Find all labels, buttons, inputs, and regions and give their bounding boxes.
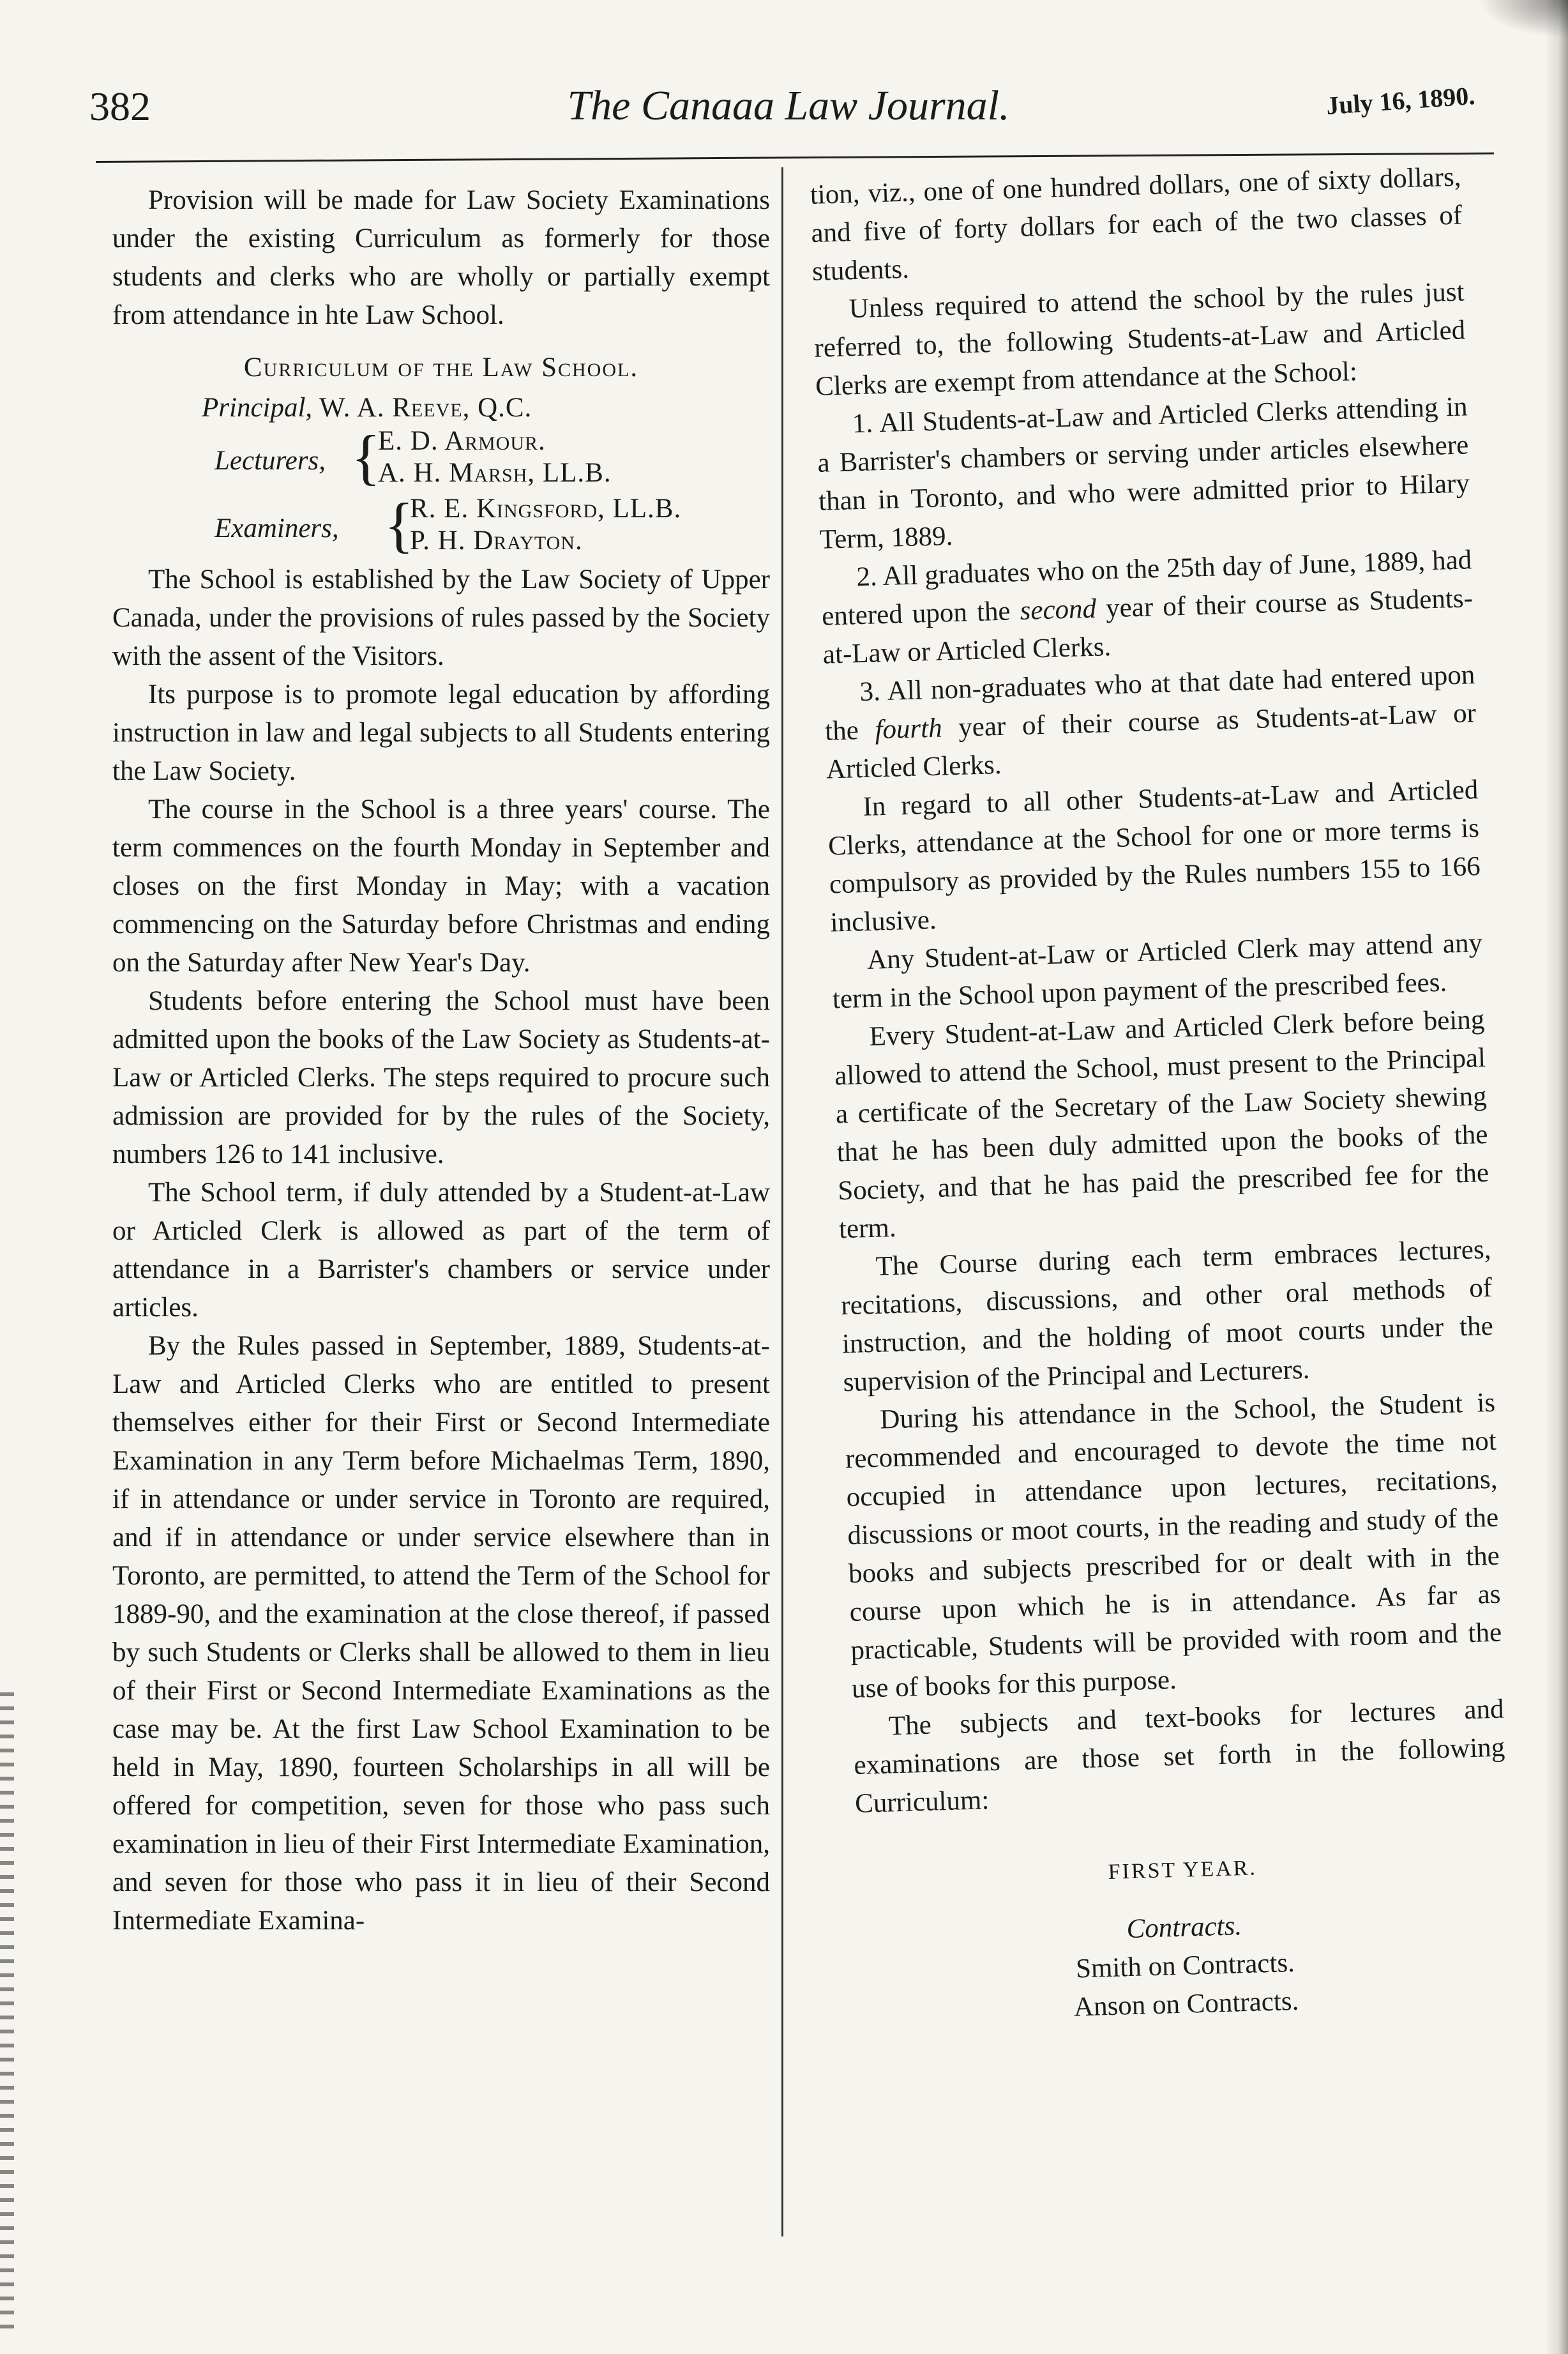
left-column [112,181,770,1940]
lecturers-role: Lecturers, [215,446,326,476]
paragraph: 1. All Students-at-Law and Articled Clerks attending in a Barrister's chambers or serving under articles elsewhere than in Toronto, and who were admitted prior to Hilary Term, 1889. [817,391,1470,555]
paragraph: In regard to all other Students-at-Law and Articled Clerks, attendance at the School for one or more terms is compulsory as provided by the Rules numbers 155 to 166 inclusive. [827,775,1481,938]
emphasis: second [1020,593,1097,626]
examiner-name: R. E. Kingsford, LL.B. [410,494,682,524]
first-year-heading: FIRST YEAR. [1108,1856,1258,1884]
emphasis: fourth [874,713,943,745]
principal-role: Principal, [202,393,313,423]
paragraph: The course in the School is a three years' course. The term commences on the fourth Monday in September and closes on the first Monday in May; with a vacation commencing on the Saturday before Christmas and ending on the Saturday after New Year's Day. [112,794,770,978]
paragraph: The School term, if duly attended by a Student-at-Law or Articled Clerk is allowed as part of the term of attendance in a Barrister's chambers or service under articles. [112,1178,770,1323]
journal-title: The Canaaa Law Journal. [567,82,1010,129]
paragraph: 2. All graduates who on the 25th day of June, 1889, had entered upon the second year of their course as Students-at-Law or Articled Clerks. [821,545,1474,670]
brace-icon: { [351,423,381,491]
examiners-block [215,490,770,561]
principal-name: W. A. Reeve, Q.C. [319,393,532,423]
paragraph: The subjects and text-books for lectures and examinations are those set forth in the following Curriculum: [853,1694,1505,1819]
lecturer-name: E. D. Armour. [378,426,546,456]
brace-icon: { [384,490,414,559]
examiners-role: Examiners, [215,513,339,543]
issue-date: July 16, 1890. [1325,80,1476,121]
paragraph: Students before entering the School must have been admitted upon the books of the Law Society as Students-at-Law or Articled Clerks. The steps required to procure such admission are provided for by the rules of the Society, numbers 126 to 141 inclusive. [112,986,770,1169]
paragraph: tion, viz., one of one hundred dollars, one of sixty dollars, and five of forty dollars for each of the two classes of students. [810,162,1463,287]
running-header [89,77,1488,147]
scan-edge-shadow [1545,0,1568,2354]
right-column [810,158,1512,2033]
paragraph: 3. All non-graduates who at that date had entered upon the fourth year of their course as Students-at-Law or Articled Clerks. [824,660,1477,785]
scan-corner-smudge [1479,0,1568,38]
textbook-item: Anson on Contracts. [1073,1986,1299,2023]
lecturer-name: A. H. Marsh, LL.B. [378,458,612,488]
paragraph: During his attendance in the School, the Student is recommended and encouraged to devote the time not occupied in attendance upon lectures, recitations, discussions or moot courts, in the reading and study of the books and subjects prescribed for or dealt with in the course upon which he is in attendance. As far as practicable, Students will be provided with room and the use of books for this purpose. [845,1387,1502,1705]
paragraph: The Course during each term embraces lectures, recitations, discussions, and other oral methods of instruction, and the holding of moot courts under the supervision of the Principal and Lecturers. [840,1234,1494,1398]
header-rule [96,153,1494,163]
paragraph: By the Rules passed in September, 1889, Students-at-Law and Articled Clerks who are entitled to present themselves either for their First or Second Intermediate Examination in any Term before Michaelmas Term, 1890, if in attendance or under service in Toronto are required, and if in attendance or under service elsewhere than in Toronto, are permitted, to attend the Term of the School for 1889-90, and the examination at the close thereof, if passed by such Students or Clerks shall be allowed to them in lieu of their First or Second Intermediate Examinations as the case may be. At the first Law School Examination to be held in May, 1890, fourteen Scholarships in all will be offered for competition, seven for those who pass such examination in lieu of their First Intermediate Examination, and seven for those who pass it in lieu of their Second Intermediate Examina- [112,1331,770,1936]
examiner-name: P. H. Drayton. [410,526,583,556]
page-number: 382 [89,84,151,129]
column-divider [781,167,783,2236]
lecturers-list [378,425,612,489]
scan-binding-marks [0,1692,14,2331]
curriculum-heading: Curriculum of the Law School. [243,353,639,383]
paragraph: Its purpose is to promote legal education by affording instruction in law and legal subjects to all Students entering the Law Society. [112,680,770,786]
textbook-item: Smith on Contracts. [1075,1947,1295,1984]
paragraph: Provision will be made for Law Society Examinations under the existing Curriculum as formerly for those students and clerks who are wholly or partially exempt from attendance in hte Law School. [112,185,770,330]
examiners-list [410,493,681,557]
lecturers-block [215,425,770,493]
principal-line [202,391,770,425]
paragraph: Every Student-at-Law and Articled Clerk before being allowed to attend the School, must present to the Principal a certificate of the Secretary of the Law Society shewing that he has been duly admitted upon the books of the Society, and that he has paid the prescribed fee for the term. [834,1005,1489,1245]
paragraph: Unless required to attend the school by the rules just referred to, the following Students-at-Law and Articled Clerks are exempt from attendance at the School: [813,277,1466,402]
paragraph: Any Student-at-Law or Articled Clerk may attend any term in the School upon payment of the prescribed fees. [832,928,1483,1015]
paragraph: The School is established by the Law Society of Upper Canada, under the provisions of rules passed by the Society with the assent of the Visitors. [112,565,770,671]
contracts-heading: Contracts. [1126,1911,1242,1945]
